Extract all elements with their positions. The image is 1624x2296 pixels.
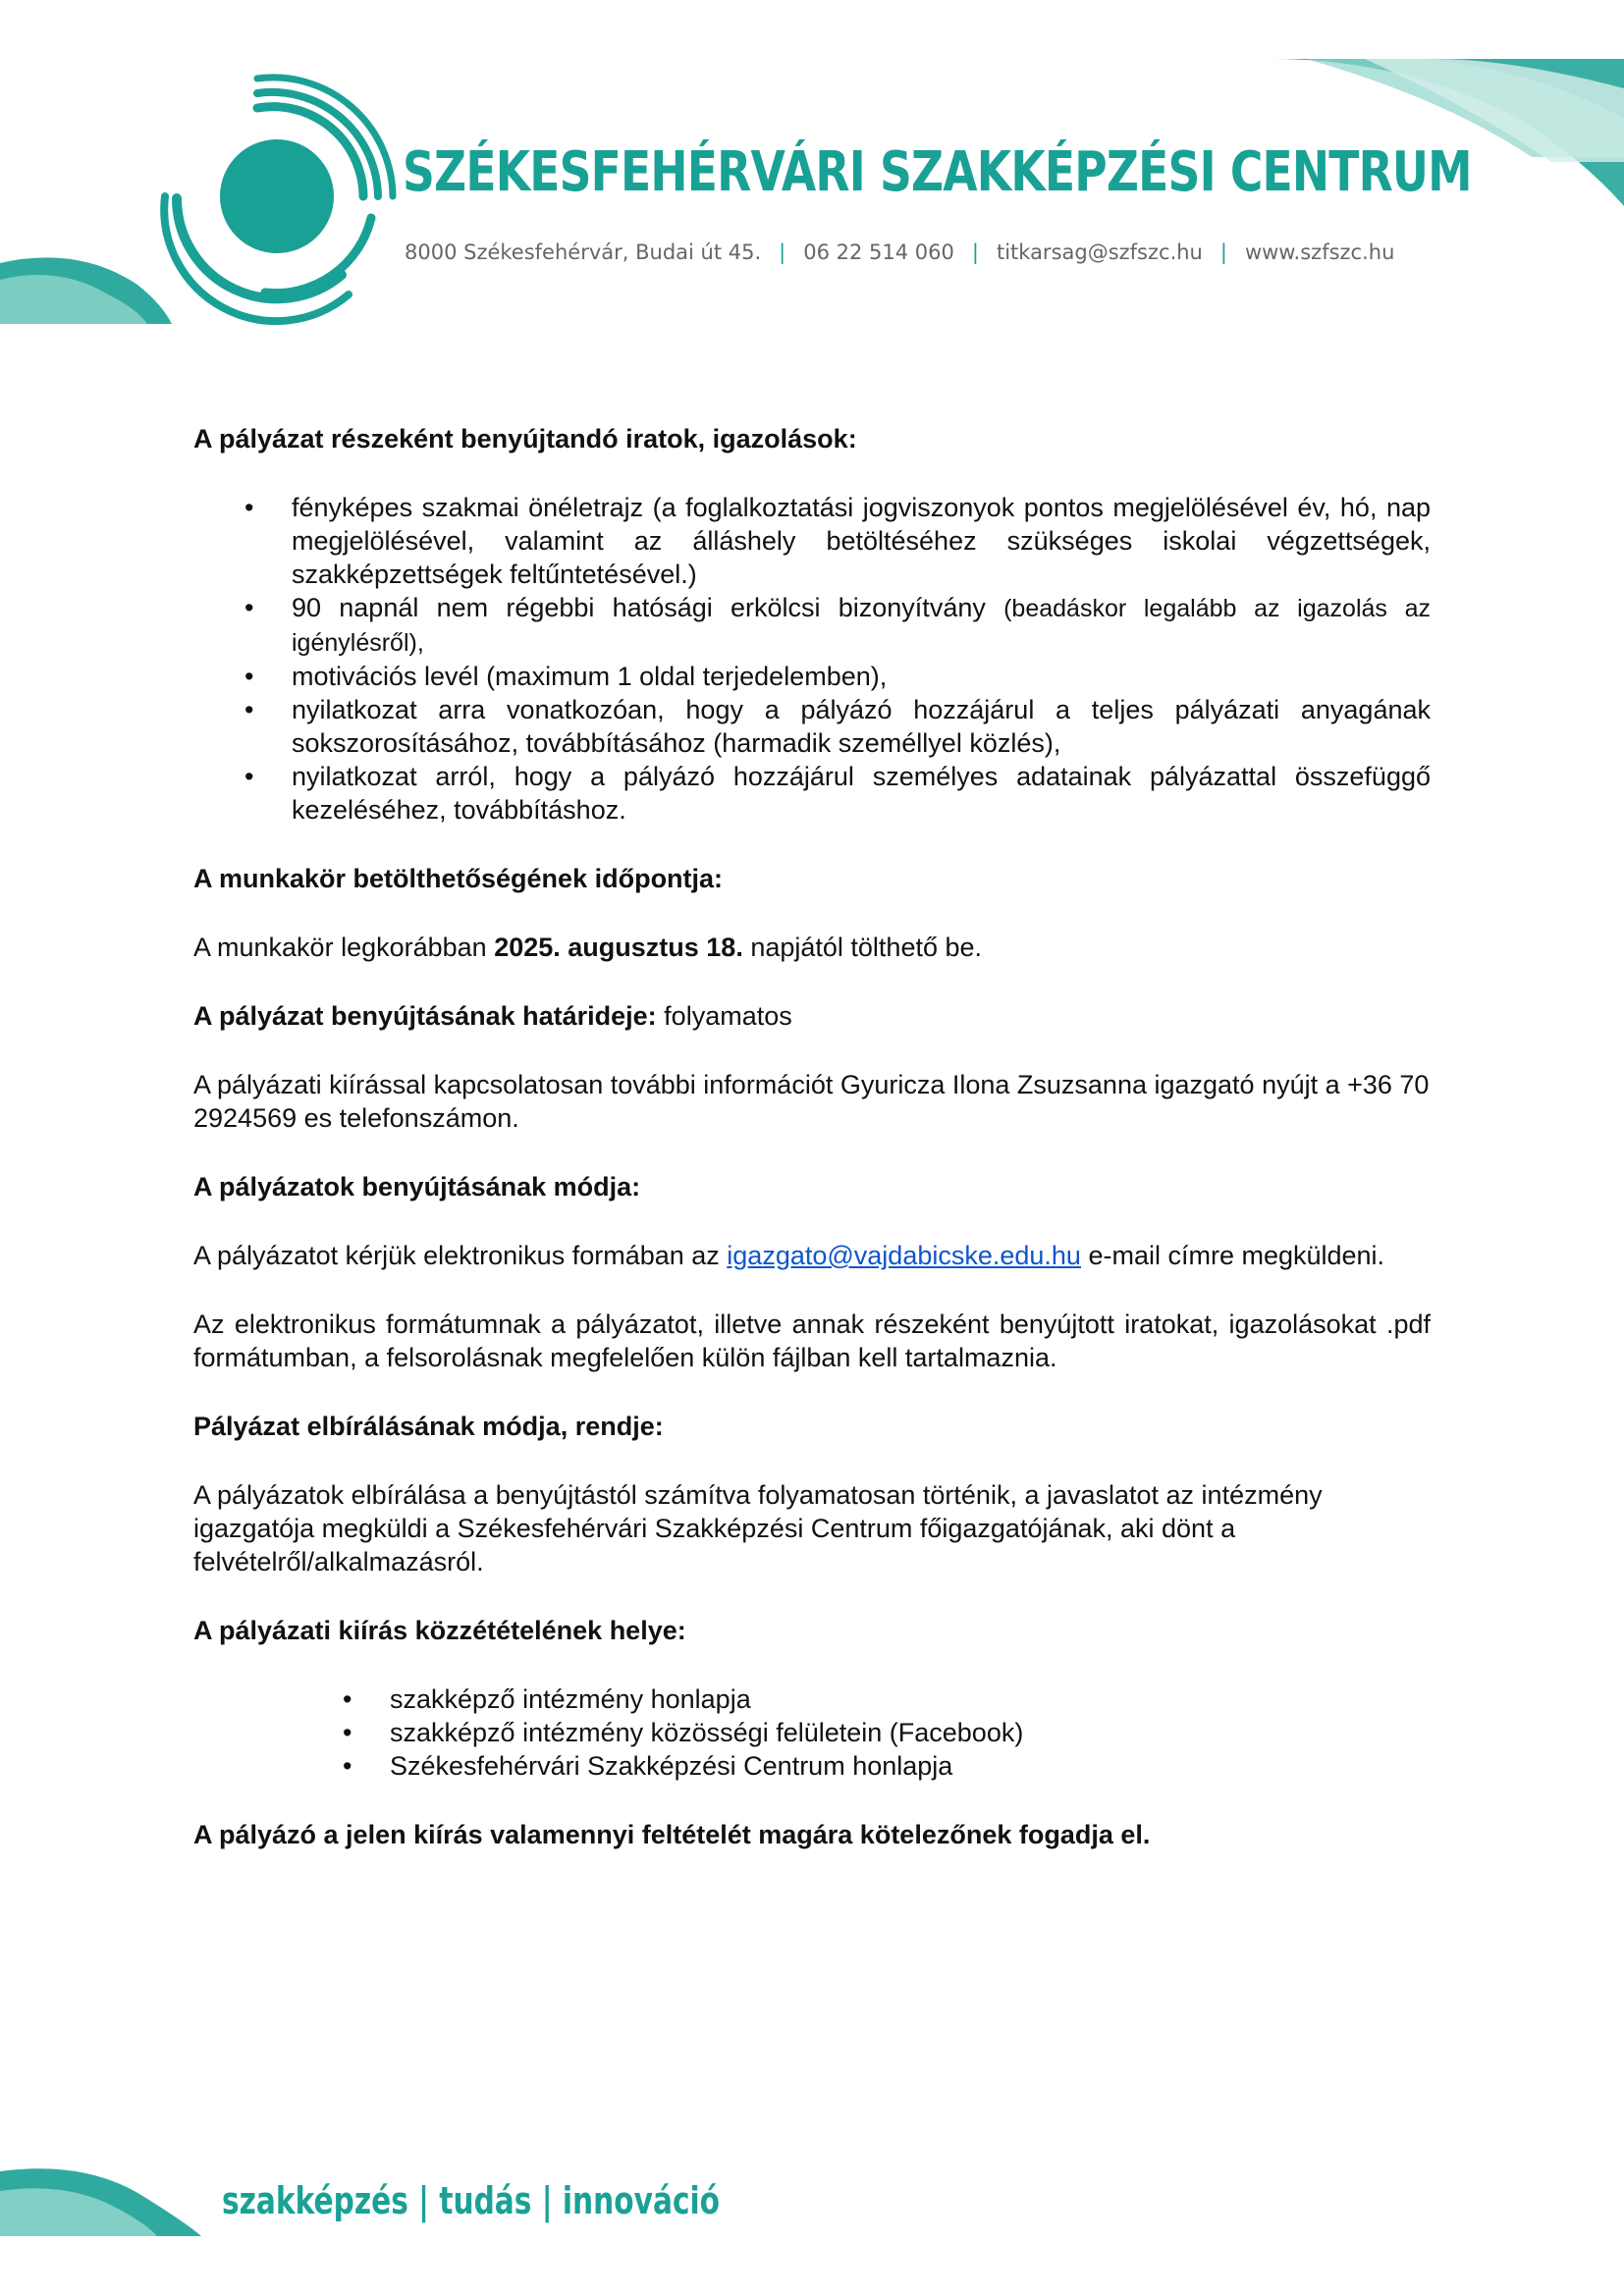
start-date-text — [193, 931, 1431, 964]
website[interactable]: www.szfszc.hu — [1244, 240, 1395, 264]
start-suffix: napjától tölthető be. — [742, 933, 983, 962]
evaluation-text: A pályázatok elbírálása a benyújtástól számítva folyamatosan történik, a javaslatot az intézmény igazgatója megküldi a Székesfehérvári Szakképzési Centrum főigazgatójának, aki dönt a felvételről/alkalmazásról. — [193, 1480, 1323, 1576]
document-body — [193, 422, 1431, 1851]
info-text: A pályázati kiírással kapcsolatosan további információt Gyuricza Ilona Zsuzsanna igazgató nyújt a +36 70 2924569 es telefonszámon. — [193, 1070, 1430, 1133]
item-text: 90 napnál nem régebbi hatósági erkölcsi bizonyítvány — [292, 593, 986, 622]
start-prefix: A munkakör legkorábban — [193, 933, 495, 962]
closing-statement: A pályázó a jelen kiírás valamennyi feltételét magára kötelezőnek fogadja el. — [193, 1820, 1151, 1849]
submission-heading: A pályázatok benyújtásának módja: — [193, 1172, 641, 1201]
footer-wave-graphic — [0, 2168, 201, 2236]
list-item: • szakképző intézmény honlapja — [390, 1682, 1431, 1716]
documents-heading: A pályázat részeként benyújtandó iratok, igazolások: — [193, 424, 857, 454]
start-date-heading: A munkakör betölthetőségének időpontja: — [193, 864, 724, 893]
list-item: • motivációs levél (maximum 1 oldal terjedelemben), — [292, 660, 1431, 693]
header-email[interactable]: titkarsag@szfszc.hu — [996, 240, 1203, 264]
evaluation-heading: Pályázat elbírálásának módja, rendje: — [193, 1412, 664, 1441]
corner-wave-graphic — [0, 257, 172, 324]
list-item: • nyilatkozat arról, hogy a pályázó hozzájárul személyes adatainak pályázattal összefüggő kezeléséhez, továbbításhoz. — [292, 760, 1431, 827]
deadline-line — [193, 999, 1431, 1033]
organization-name: SZÉKESFEHÉRVÁRI SZAKKÉPZÉSI CENTRUM — [403, 140, 1472, 204]
submission-after: e-mail címre megküldeni. — [1080, 1241, 1385, 1270]
submission-text — [193, 1239, 1431, 1272]
contact-separator: | — [971, 240, 979, 264]
list-item — [292, 591, 1431, 660]
format-text: Az elektronikus formátumnak a pályázatot, illetve annak részeként benyújtott iratokat, igazolásokat .pdf formátumban, a felsorolásnak megfelelően külön fájlban kell tartalmaznia. — [193, 1309, 1431, 1372]
footer-tagline: szakképzés | tudás | innováció — [222, 2179, 721, 2222]
list-item: • Székesfehérvári Szakképzési Centrum honlapja — [390, 1749, 1431, 1783]
publication-list — [193, 1682, 1431, 1783]
item-note: (beadáskor legalább az igazolás az igénylésről), — [292, 595, 1431, 657]
address: 8000 Székesfehérvár, Budai út 45. — [405, 240, 762, 264]
start-date: 2025. augusztus 18. — [494, 933, 743, 962]
email-link[interactable]: igazgato@vajdabicske.edu.hu — [727, 1241, 1081, 1270]
contact-separator: | — [1219, 240, 1227, 264]
list-item: • fényképes szakmai önéletrajz (a foglalkoztatási jogviszonyok pontos megjelölésével év, hó, nap megjelölésével, valamint az álláshely betöltéséhez szükséges iskolai végzettségek, szakképzettségek feltűntetésével.) — [292, 491, 1431, 591]
submission-before: A pályázatot kérjük elektronikus formában az — [193, 1241, 728, 1270]
publication-heading: A pályázati kiírás közzétételének helye: — [193, 1616, 686, 1645]
phone: 06 22 514 060 — [803, 240, 954, 264]
list-item: • szakképző intézmény közösségi felületein (Facebook) — [390, 1716, 1431, 1749]
deadline-label: A pályázat benyújtásának határideje: — [193, 1001, 657, 1031]
deadline-value: folyamatos — [656, 1001, 792, 1031]
list-item: • nyilatkozat arra vonatkozóan, hogy a pályázó hozzájárul a teljes pályázati anyagának sokszorosításához, továbbításához (harmadik személlyel közlés), — [292, 693, 1431, 760]
documents-list — [193, 491, 1431, 827]
logo-icon — [164, 78, 393, 321]
contact-separator: | — [779, 240, 786, 264]
contact-line — [405, 240, 1394, 264]
